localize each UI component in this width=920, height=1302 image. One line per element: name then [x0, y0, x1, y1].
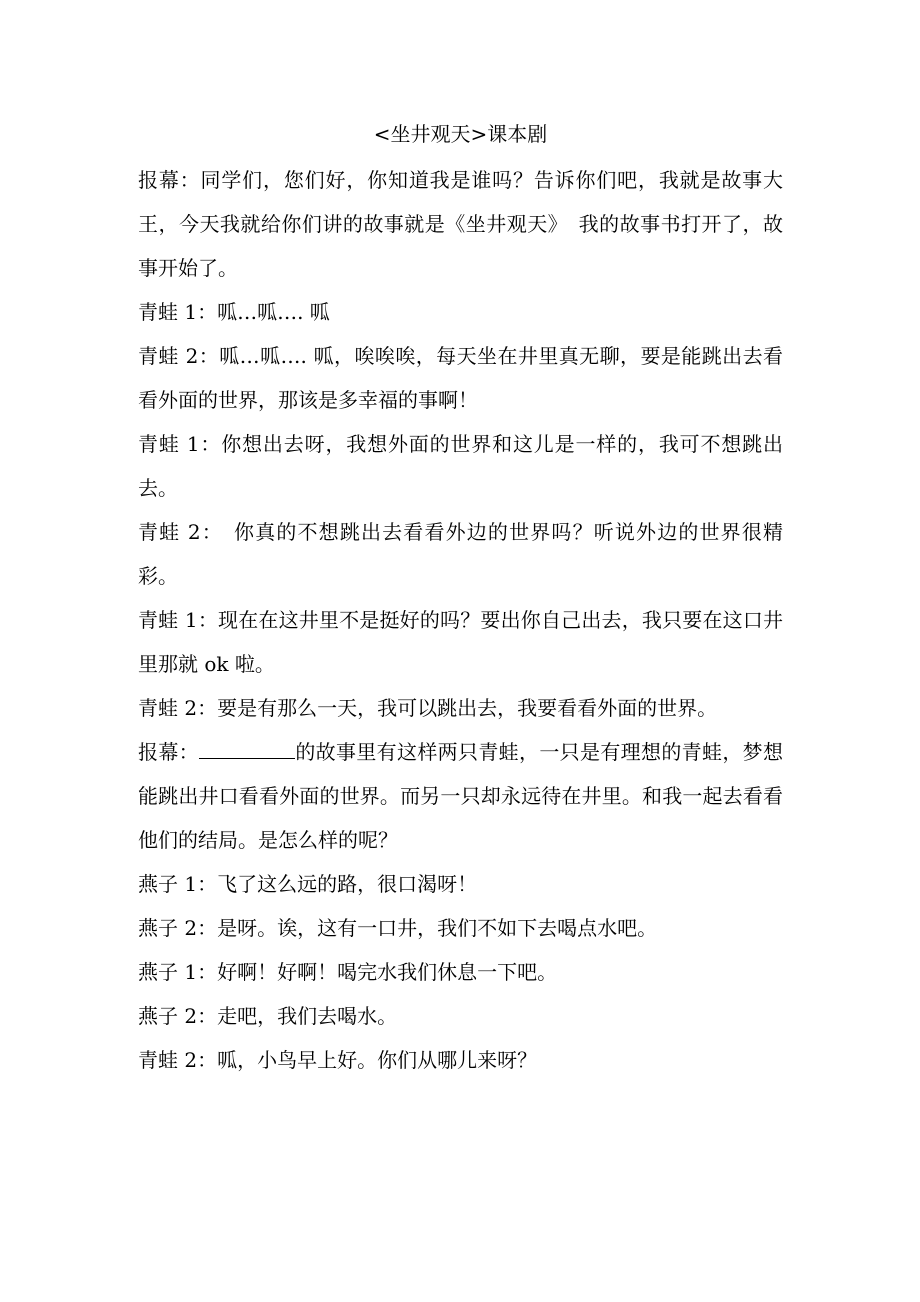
speaker-label: 报幕： — [138, 740, 199, 764]
dialogue-line — [138, 906, 783, 950]
dialogue-line — [138, 290, 783, 334]
dialogue-line — [138, 158, 783, 290]
dialogue-text: 要是有那么一天，我可以跳出去，我要看看外面的世界。 — [217, 696, 718, 720]
fill-in-blank — [199, 736, 295, 759]
dialogue-line — [138, 422, 783, 510]
speaker-label: 青蛙 2： — [138, 520, 213, 544]
document-body — [138, 112, 783, 1082]
dialogue-line — [138, 686, 783, 730]
dialogue-text: 你真的不想跳出去看看外边的世界吗？听说外边的世界很精彩。 — [138, 520, 783, 588]
dialogue-line — [138, 862, 783, 906]
dialogue-line — [138, 334, 783, 422]
speaker-label: 青蛙 1： — [138, 432, 222, 456]
dialogue-text: 呱…呱…. 呱 — [217, 300, 330, 324]
dialogue-text: 好啊！好啊！喝完水我们休息一下吧。 — [217, 960, 558, 984]
speaker-label: 青蛙 2： — [138, 344, 220, 368]
speaker-label: 青蛙 2： — [138, 1048, 218, 1072]
speaker-label: 青蛙 1： — [138, 608, 219, 632]
dialogue-text: 飞了这么远的路，很口渴呀！ — [217, 872, 478, 896]
speaker-label: 燕子 2： — [138, 1004, 218, 1028]
dialogue-text: 是呀。诶，这有一口井，我们不如下去喝点水吧。 — [217, 916, 658, 940]
dialogue-text: 现在在这井里不是挺好的吗？要出你自己出去，我只要在这口井里那就 ok 啦。 — [138, 608, 783, 676]
speaker-label: 燕子 1： — [138, 960, 218, 984]
speaker-label: 青蛙 1： — [138, 300, 218, 324]
page-title: <坐井观天>课本剧 — [373, 122, 548, 146]
dialogue-line — [138, 994, 783, 1038]
dialogue-line — [138, 730, 783, 862]
speaker-label: 燕子 2： — [138, 916, 218, 940]
dialogue-text: 同学们，您们好，你知道我是谁吗？告诉你们吧，我就是故事大王，今天我就给你们讲的故事就是《坐井观天》 我的故事书打开了，故事开始了。 — [138, 168, 783, 280]
dialogue-line — [138, 510, 783, 598]
speaker-label: 燕子 1： — [138, 872, 218, 896]
dialogue-line — [138, 598, 783, 686]
dialogue-text: 你想出去呀，我想外面的世界和这儿是一样的，我可不想跳出去。 — [138, 432, 783, 500]
dialogue-text: 呱…呱…. 呱，唉唉唉，每天坐在井里真无聊，要是能跳出去看看外面的世界，那该是多幸福的事啊！ — [138, 344, 783, 412]
dialogue-line — [138, 950, 783, 994]
speaker-label: 青蛙 2： — [138, 696, 218, 720]
dialogue-text: 的故事里有这样两只青蛙，一只是有理想的青蛙，梦想能跳出井口看看外面的世界。而另一只却永远待在井里。和我一起去看看他们的结局。是怎么样的呢？ — [138, 740, 783, 852]
dialogue-text: 呱，小鸟早上好。你们从哪儿来呀？ — [217, 1048, 538, 1072]
dialogue-line — [138, 1038, 783, 1082]
speaker-label: 报幕： — [138, 168, 201, 192]
dialogue-text: 走吧，我们去喝水。 — [217, 1004, 398, 1028]
